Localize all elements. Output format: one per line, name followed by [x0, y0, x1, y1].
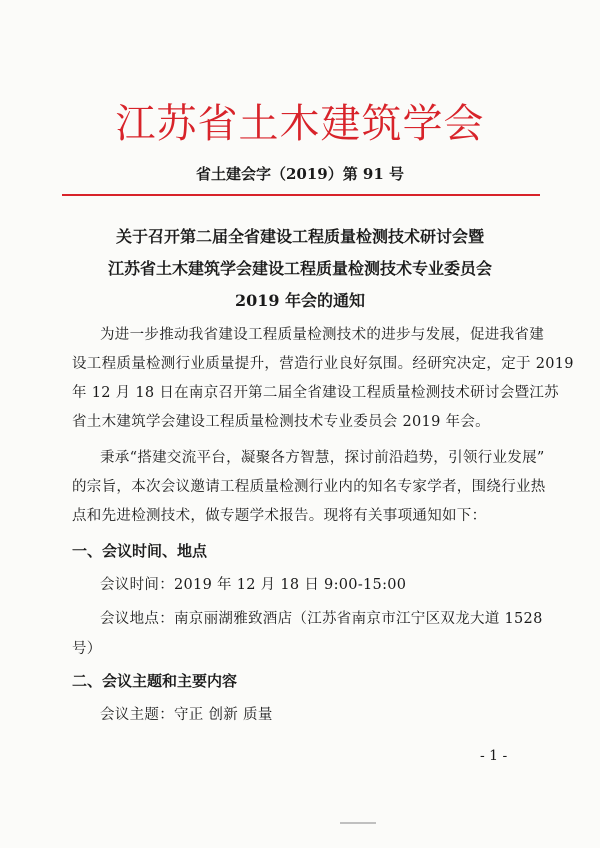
paragraph2-line-3: 点和先进检测技术，做专题学术报告。现将有关事项通知如下： [72, 508, 487, 524]
meeting-theme: 会议主题：守正 创新 质量 [100, 707, 273, 723]
section2-title: 二、会议主题和主要内容 [72, 672, 238, 690]
section1-title: 一、会议时间、地点 [72, 542, 208, 560]
paragraph1-line-3: 年 12 月 18 日在南京召开第二届全省建设工程质量检测技术研讨会暨江苏 [72, 385, 559, 401]
page-number: - 1 - [480, 748, 508, 764]
paragraph1-line-4: 省土木建筑学会建设工程质量检测技术专业委员会 2019 年会。 [72, 414, 490, 430]
document-number: 省土建会字（2019）第 91 号 [195, 165, 405, 183]
meeting-location-line-1: 会议地点：南京丽湖雅致酒店（江苏省南京市江宁区双龙大道 1528 [100, 611, 543, 627]
notice-title-line-2: 江苏省土木建筑学会建设工程质量检测技术专业委员会 [107, 259, 492, 278]
organization-name: 江苏省土木建筑学会 [115, 101, 485, 147]
paragraph2-line-2: 的宗旨，本次会议邀请工程质量检测行业内的知名专家学者，围绕行业热 [72, 479, 546, 495]
notice-title-line-1: 关于召开第二届全省建设工程质量检测技术研讨会暨 [115, 227, 484, 246]
paragraph2-line-1: 秉承“搭建交流平台，凝聚各方智慧，探讨前沿趋势，引领行业发展” [100, 450, 545, 466]
scan-artifact [340, 822, 376, 824]
meeting-time: 会议时间：2019 年 12 月 18 日 9:00-15:00 [100, 577, 407, 593]
notice-title-line-3: 2019 年会的通知 [234, 291, 366, 310]
red-divider-rule [62, 194, 540, 196]
paragraph1-line-1: 为进一步推动我省建设工程质量检测技术的进步与发展，促进我省建 [100, 327, 544, 343]
meeting-location-line-2: 号） [72, 641, 102, 657]
paragraph1-line-2: 设工程质量检测行业质量提升，营造行业良好氛围。经研究决定，定于 2019 [72, 356, 574, 372]
